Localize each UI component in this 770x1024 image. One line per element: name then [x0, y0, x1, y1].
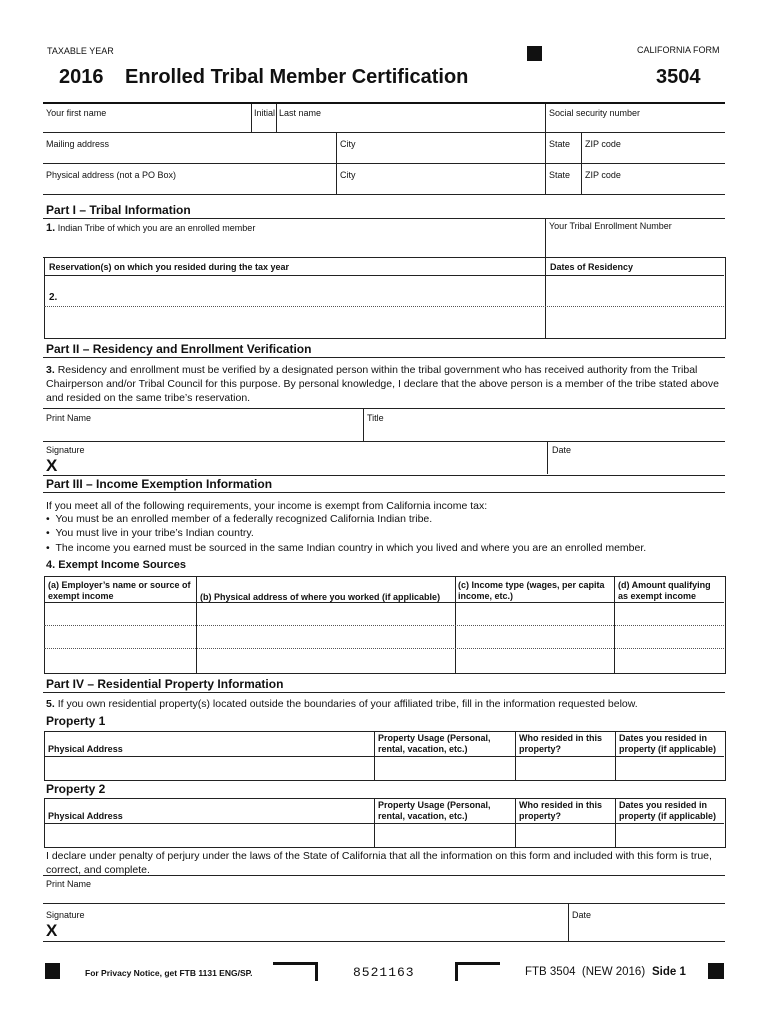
verifier-print-name-field[interactable]: Print Name: [46, 413, 92, 423]
line-1-label: [46, 222, 255, 234]
col-c-header: (c) Income type (wages, per capita income, etc.): [458, 580, 605, 601]
line-2-number: 2.: [49, 292, 58, 303]
property-1-entry-row[interactable]: [45, 758, 723, 778]
line-3-text-block: [46, 363, 726, 405]
zip-field-2[interactable]: ZIP code: [585, 170, 621, 180]
verifier-date-field[interactable]: Date: [552, 445, 572, 455]
property-2-entry-row[interactable]: [45, 825, 723, 845]
property-1-usage-header: Property Usage (Personal, rental, vacation, etc.): [378, 733, 491, 754]
bullet-icon: •: [46, 527, 56, 539]
registration-mark-top: [527, 46, 542, 61]
property-1-who-header: Who resided in this property?: [519, 733, 603, 754]
bullet-icon: •: [46, 542, 56, 554]
part-4-heading: [46, 677, 283, 691]
part-1-title: – Tribal Information: [79, 203, 191, 217]
taxpayer-date-field[interactable]: Date: [572, 910, 592, 920]
part-4-label: Part IV: [46, 677, 85, 691]
california-form-label: CALIFORNIA FORM: [637, 45, 720, 55]
property-1-address-header: Physical Address: [48, 744, 123, 754]
tax-year: 2016: [59, 66, 104, 88]
property-2-usage-header: Property Usage (Personal, rental, vacation, etc.): [378, 800, 491, 821]
requirement-bullet-1: [46, 512, 726, 526]
dates-of-residency-header: Dates of Residency: [550, 262, 634, 272]
physical-address-field[interactable]: Physical address (not a PO Box): [46, 170, 177, 180]
reservation-row-1[interactable]: [60, 277, 540, 305]
reservation-header: Reservation(s) on which you resided during the tax year: [49, 262, 290, 272]
taxpayer-print-name-field[interactable]: Print Name: [46, 879, 92, 889]
part-2-heading: [46, 342, 311, 356]
perjury-declaration: I declare under penalty of perjury under the laws of the State of California that all the information on this form and included with this form is true, correct, and complete.: [46, 850, 712, 876]
line-1-number: 1.: [46, 222, 56, 234]
line-5-number: 5.: [46, 698, 55, 710]
col-b-header: (b) Physical address of where you worked (if applicable): [200, 592, 441, 602]
form-identifier: FTB 3504 (NEW 2016): [525, 966, 646, 978]
line-4-heading: [46, 559, 186, 571]
zip-field-1[interactable]: ZIP code: [585, 139, 621, 149]
part-2-title: – Residency and Enrollment Verification: [82, 342, 312, 356]
part-3-heading: [46, 477, 272, 491]
property-2-who-header: Who resided in this property?: [519, 800, 603, 821]
property-1-dates-header: Dates you resided in property (if applicable): [619, 733, 717, 754]
line-4-title: Exempt Income Sources: [58, 559, 187, 571]
barcode-number: 8521163: [353, 965, 415, 980]
registration-mark-bottom-right: [708, 963, 724, 979]
side-label: Side 1: [652, 966, 686, 978]
verifier-signature-field[interactable]: Signature: [46, 445, 85, 455]
line-1-text: Indian Tribe of which you are an enrolled member: [57, 223, 256, 233]
privacy-notice: For Privacy Notice, get FTB 1131 ENG/SP.: [85, 968, 253, 978]
signature-x-mark-2: X: [46, 921, 58, 940]
form-title: Enrolled Tribal Member Certification: [125, 66, 469, 88]
last-name-field[interactable]: Last name: [279, 108, 322, 118]
part-3-title: – Income Exemption Information: [86, 477, 273, 491]
part-2-label: Part II: [46, 342, 80, 356]
part-4-title: – Residential Property Information: [87, 677, 284, 691]
part-1-label: Part I: [46, 203, 77, 217]
first-name-field[interactable]: Your first name: [46, 108, 107, 118]
col-d-header: (d) Amount qualifying as exempt income: [618, 580, 711, 601]
property-2-heading: Property 2: [46, 782, 106, 796]
requirement-text-2: You must live in your tribe’s Indian country.: [55, 527, 254, 539]
bullet-icon: •: [46, 513, 56, 525]
line-5-text: If you own residential property(s) located outside the boundaries of your affiliated tribe, fill in the information requested below.: [57, 698, 638, 710]
requirement-bullet-2: [46, 526, 726, 540]
line-3-text: Residency and enrollment must be verified by a designated person within the tribal government who has received authority from the Tribal Chairperson and/or Tribal Council for this purpose. By personal knowledge, I declare that the above person is a member of the tribe stated above and resided on the same tribe’s reservation.: [46, 364, 719, 404]
form-number: 3504: [656, 66, 701, 88]
property-1-heading: Property 1: [46, 714, 106, 728]
registration-mark-bottom-left: [45, 963, 60, 979]
state-field-1[interactable]: State: [549, 139, 571, 149]
property-2-dates-header: Dates you resided in property (if applicable): [619, 800, 717, 821]
income-row-1[interactable]: [45, 604, 723, 624]
requirement-text-1: You must be an enrolled member of a federally recognized California Indian tribe.: [55, 513, 433, 525]
part-1-heading: [46, 203, 191, 217]
signature-x-mark-1: X: [46, 456, 58, 475]
exemption-intro: If you meet all of the following requirements, your income is exempt from California income tax:: [46, 500, 488, 512]
reservation-row-2[interactable]: [60, 308, 540, 336]
line-3-number: 3.: [46, 364, 55, 376]
tribal-enrollment-number-field[interactable]: Your Tribal Enrollment Number: [549, 221, 672, 231]
header-rule: [43, 102, 725, 104]
property-2-address-header: Physical Address: [48, 811, 123, 821]
requirement-bullet-3: [46, 541, 726, 555]
taxpayer-signature-field[interactable]: Signature: [46, 910, 85, 920]
part-3-label: Part III: [46, 477, 83, 491]
requirement-text-3: The income you earned must be sourced in the same Indian country in which you lived and where you are an enrolled member.: [55, 542, 647, 554]
city-field-2[interactable]: City: [340, 170, 356, 180]
state-field-2[interactable]: State: [549, 170, 571, 180]
taxable-year-label: TAXABLE YEAR: [47, 46, 114, 56]
initial-field[interactable]: Initial: [254, 108, 276, 118]
line-5-text-block: [46, 697, 726, 711]
scan-corner-left: [273, 962, 318, 981]
city-field-1[interactable]: City: [340, 139, 356, 149]
verifier-title-field[interactable]: Title: [367, 413, 384, 423]
line-4-number: 4.: [46, 559, 56, 571]
ssn-field[interactable]: Social security number: [549, 108, 641, 118]
income-row-3[interactable]: [45, 650, 723, 671]
scan-corner-right: [455, 962, 500, 981]
income-row-2[interactable]: [45, 627, 723, 647]
mailing-address-field[interactable]: Mailing address: [46, 139, 110, 149]
col-a-header: (a) Employer’s name or source of exempt income: [48, 580, 191, 601]
